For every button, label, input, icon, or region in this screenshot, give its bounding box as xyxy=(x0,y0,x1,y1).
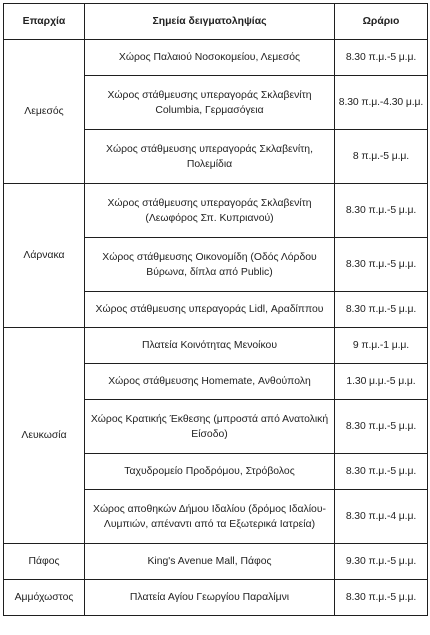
table-row xyxy=(4,40,428,76)
header-hours: Ωράριο xyxy=(335,4,428,40)
site-cell: Πλατεία Κοινότητας Μενοίκου xyxy=(85,328,335,364)
hours-cell: 9 π.μ.-1 μ.μ. xyxy=(335,328,428,364)
table-row xyxy=(4,184,428,238)
hours-cell: 1.30 μ.μ.-5 μ.μ. xyxy=(335,364,428,400)
hours-cell: 8.30 π.μ.-5 μ.μ. xyxy=(335,580,428,616)
district-cell-nicosia: Λευκωσία xyxy=(4,328,85,544)
table-row xyxy=(4,544,428,580)
hours-cell: 8.30 π.μ.-4 μ.μ. xyxy=(335,490,428,544)
header-row xyxy=(4,4,428,40)
site-cell: Χώρος Παλαιού Νοσοκομείου, Λεμεσός xyxy=(85,40,335,76)
table-header xyxy=(4,4,428,40)
site-cell: Χώρος Κρατικής Έκθεσης (μπροστά από Ανατολική Είσοδο) xyxy=(85,400,335,454)
sampling-points-table xyxy=(3,3,428,616)
hours-cell: 8.30 π.μ.-5 μ.μ. xyxy=(335,40,428,76)
hours-cell: 8.30 π.μ.-4.30 μ.μ. xyxy=(335,76,428,130)
hours-cell: 9.30 π.μ.-5 μ.μ. xyxy=(335,544,428,580)
site-cell: Χώρος στάθμευσης υπεραγοράς Σκλαβενίτη (Λεωφόρος Σπ. Κυπριανού) xyxy=(85,184,335,238)
hours-cell: 8.30 π.μ.-5 μ.μ. xyxy=(335,400,428,454)
site-cell: Χώρος στάθμευσης υπεραγοράς Σκλαβενίτη Columbia, Γερμασόγεια xyxy=(85,76,335,130)
site-cell: Χώρος στάθμευσης υπεραγοράς Σκλαβενίτη, Πολεμίδια xyxy=(85,130,335,184)
hours-cell: 8.30 π.μ.-5 μ.μ. xyxy=(335,292,428,328)
table-row xyxy=(4,580,428,616)
hours-cell: 8 π.μ.-5 μ.μ. xyxy=(335,130,428,184)
site-cell: King's Avenue Mall, Πάφος xyxy=(85,544,335,580)
hours-cell: 8.30 π.μ.-5 μ.μ. xyxy=(335,454,428,490)
site-cell: Χώρος στάθμευσης Homemate, Ανθούπολη xyxy=(85,364,335,400)
hours-cell: 8.30 π.μ.-5 μ.μ. xyxy=(335,184,428,238)
table-row xyxy=(4,328,428,364)
site-cell: Πλατεία Αγίου Γεωργίου Παραλίμνι xyxy=(85,580,335,616)
site-cell: Ταχυδρομείο Προδρόμου, Στρόβολος xyxy=(85,454,335,490)
table-body xyxy=(4,40,428,616)
district-cell-limassol: Λεμεσός xyxy=(4,40,85,184)
header-sampling-points: Σημεία δειγματοληψίας xyxy=(85,4,335,40)
district-cell-larnaca: Λάρνακα xyxy=(4,184,85,328)
district-cell-paphos: Πάφος xyxy=(4,544,85,580)
site-cell: Χώρος αποθηκών Δήμου Ιδαλίου (δρόμος Ιδαλίου-Λυμπιών, απέναντι από τα Εξωτερικά Ιατρεία) xyxy=(85,490,335,544)
header-district: Επαρχία xyxy=(4,4,85,40)
hours-cell: 8.30 π.μ.-5 μ.μ. xyxy=(335,238,428,292)
district-cell-famagusta: Αμμόχωστος xyxy=(4,580,85,616)
site-cell: Χώρος στάθμευσης υπεραγοράς Lidl, Αραδίππου xyxy=(85,292,335,328)
site-cell: Χώρος στάθμευσης Οικονομίδη (Οδός Λόρδου Βύρωνα, δίπλα από Public) xyxy=(85,238,335,292)
